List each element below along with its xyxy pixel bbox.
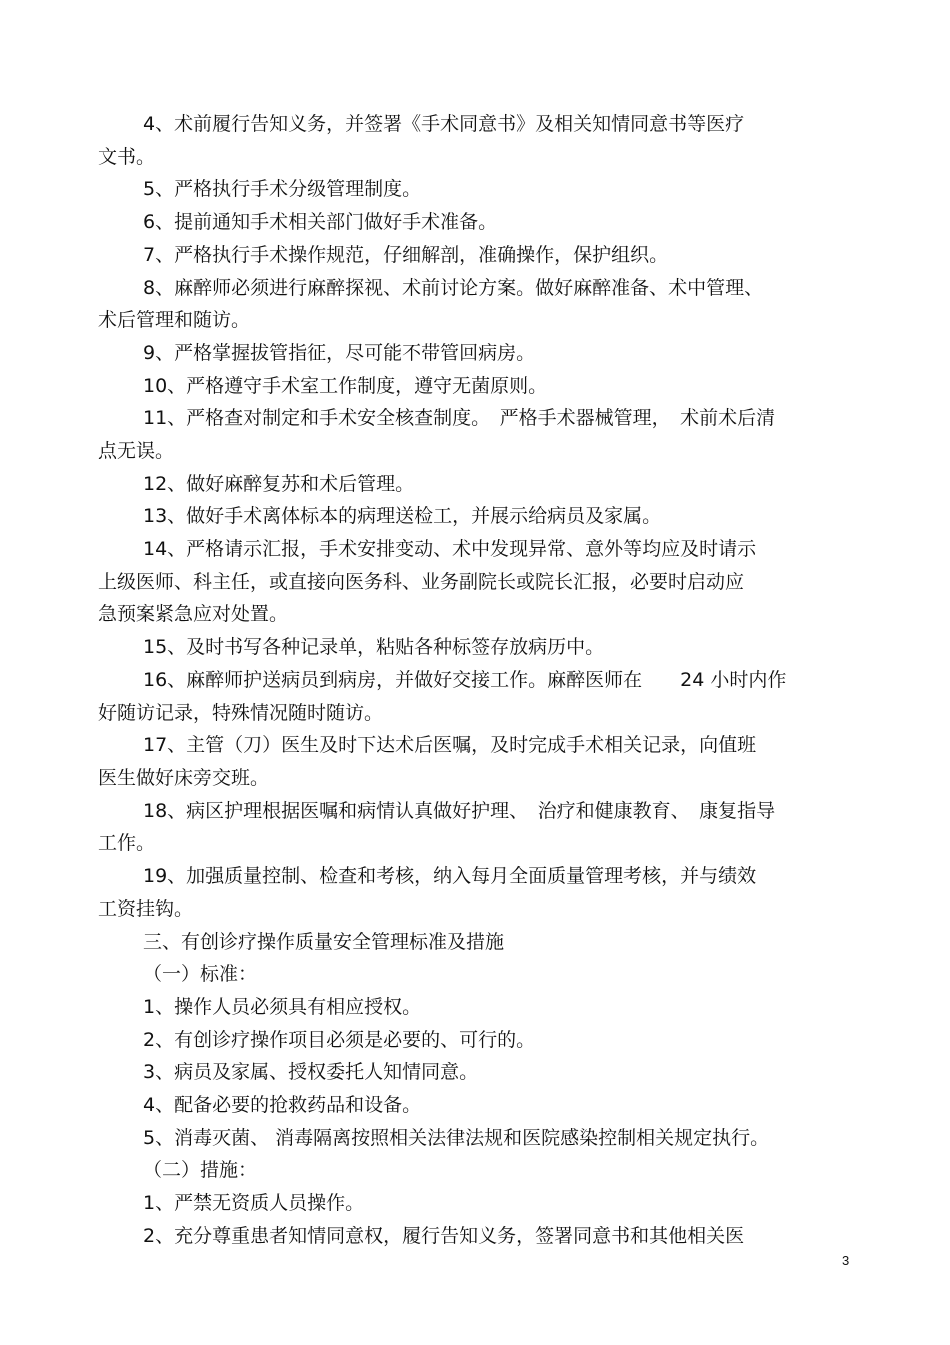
paragraph-line: 三、有创诊疗操作质量安全管理标准及措施 <box>143 930 505 953</box>
paragraph-line: 4、术前履行告知义务，并签署《手术同意书》及相关知情同意书等医疗 <box>143 113 745 135</box>
paragraph <box>98 500 661 533</box>
paragraph <box>98 272 763 337</box>
paragraph-line: 工作。 <box>98 832 156 855</box>
paragraph <box>98 729 756 794</box>
paragraph-line: 9、严格掌握拔管指征，尽可能不带管回病房。 <box>143 341 536 364</box>
paragraph-line: 1、操作人员必须具有相应授权。 <box>143 995 422 1018</box>
paragraph-line: 18、病区护理根据医嘱和病情认真做好护理、 治疗和健康教育、 康复指导 <box>143 799 776 822</box>
page-number: 3 <box>842 1253 850 1268</box>
paragraph-line: 5、严格执行手术分级管理制度。 <box>143 178 422 201</box>
paragraph-line: 12、做好麻醉复苏和术后管理。 <box>143 472 415 495</box>
paragraph-line: 文书。 <box>98 145 156 168</box>
paragraph <box>98 173 421 206</box>
paragraph-line: 1、严禁无资质人员操作。 <box>143 1192 365 1215</box>
paragraph-line: 6、提前通知手术相关部门做好手术准备。 <box>143 211 498 234</box>
paragraph <box>98 1154 257 1187</box>
paragraph <box>98 1122 769 1155</box>
paragraph-line: （一）标准： <box>143 963 258 986</box>
paragraph-line: 术后管理和随访。 <box>98 309 251 332</box>
paragraph-line: 3、病员及家属、授权委托人知情同意。 <box>143 1061 479 1084</box>
paragraph-line: 15、及时书写各种记录单，粘贴各种标签存放病历中。 <box>143 636 605 659</box>
paragraph <box>98 631 604 664</box>
paragraph-line: 点无误。 <box>98 439 175 462</box>
paragraph-line: 11、严格查对制定和手术安全核查制度。 严格手术器械管理， 术前术后清 <box>143 407 776 430</box>
paragraph-line: 14、严格请示汇报，手术安排变动、术中发现异常、意外等均应及时请示 <box>143 538 757 561</box>
paragraph <box>98 664 786 729</box>
paragraph-line: 2、有创诊疗操作项目必须是必要的、可行的。 <box>143 1028 536 1051</box>
paragraph-line: （二）措施： <box>143 1159 258 1182</box>
paragraph <box>98 991 421 1024</box>
paragraph <box>98 926 504 959</box>
paragraph <box>98 468 414 501</box>
paragraph <box>98 795 775 860</box>
paragraph <box>98 239 668 272</box>
paragraph <box>98 370 547 403</box>
paragraph-line: 13、做好手术离体标本的病理送检工，并展示给病员及家属。 <box>143 505 662 528</box>
paragraph-line: 医生做好床旁交班。 <box>98 766 270 789</box>
paragraph-line: 17、主管（刀）医生及时下达术后医嘱，及时完成手术相关记录，向值班 <box>143 734 757 757</box>
paragraph <box>98 1024 535 1057</box>
paragraph-line: 4、配备必要的抢救药品和设备。 <box>143 1094 422 1116</box>
paragraph <box>98 860 756 925</box>
paragraph <box>98 1220 744 1253</box>
paragraph-line: 5、消毒灭菌、 消毒隔离按照相关法律法规和医院感染控制相关规定执行。 <box>143 1126 770 1149</box>
paragraph-line: 10、严格遵守手术室工作制度，遵守无菌原则。 <box>143 374 548 397</box>
paragraph-line: 19、加强质量控制、检查和考核，纳入每月全面质量管理考核，并与绩效 <box>143 865 757 888</box>
paragraph-line: 2、充分尊重患者知情同意权，履行告知义务，签署同意书和其他相关医 <box>143 1224 745 1247</box>
paragraph-line: 16、麻醉师护送病员到病房，并做好交接工作。麻醉医师在 24 小时内作 <box>143 668 787 691</box>
paragraph <box>98 1187 364 1220</box>
paragraph-line: 上级医师、科主任，或直接向医务科、业务副院长或院长汇报，必要时启动应 <box>98 570 745 593</box>
paragraph-line: 8、麻醉师必须进行麻醉探视、术前讨论方案。做好麻醉准备、术中管理、 <box>143 276 764 299</box>
paragraph <box>98 337 535 370</box>
paragraph-line: 7、严格执行手术操作规范，仔细解剖，准确操作，保护组织。 <box>143 243 669 266</box>
paragraph <box>98 402 775 467</box>
paragraph <box>98 533 756 631</box>
paragraph <box>98 1089 421 1122</box>
paragraph-line: 好随访记录，特殊情况随时随访。 <box>98 701 384 724</box>
paragraph <box>98 206 497 239</box>
paragraph-line: 急预案紧急应对处置。 <box>98 603 289 626</box>
paragraph <box>98 1056 478 1089</box>
paragraph-line: 工资挂钩。 <box>98 897 194 920</box>
paragraph <box>98 108 744 173</box>
paragraph <box>98 958 257 991</box>
